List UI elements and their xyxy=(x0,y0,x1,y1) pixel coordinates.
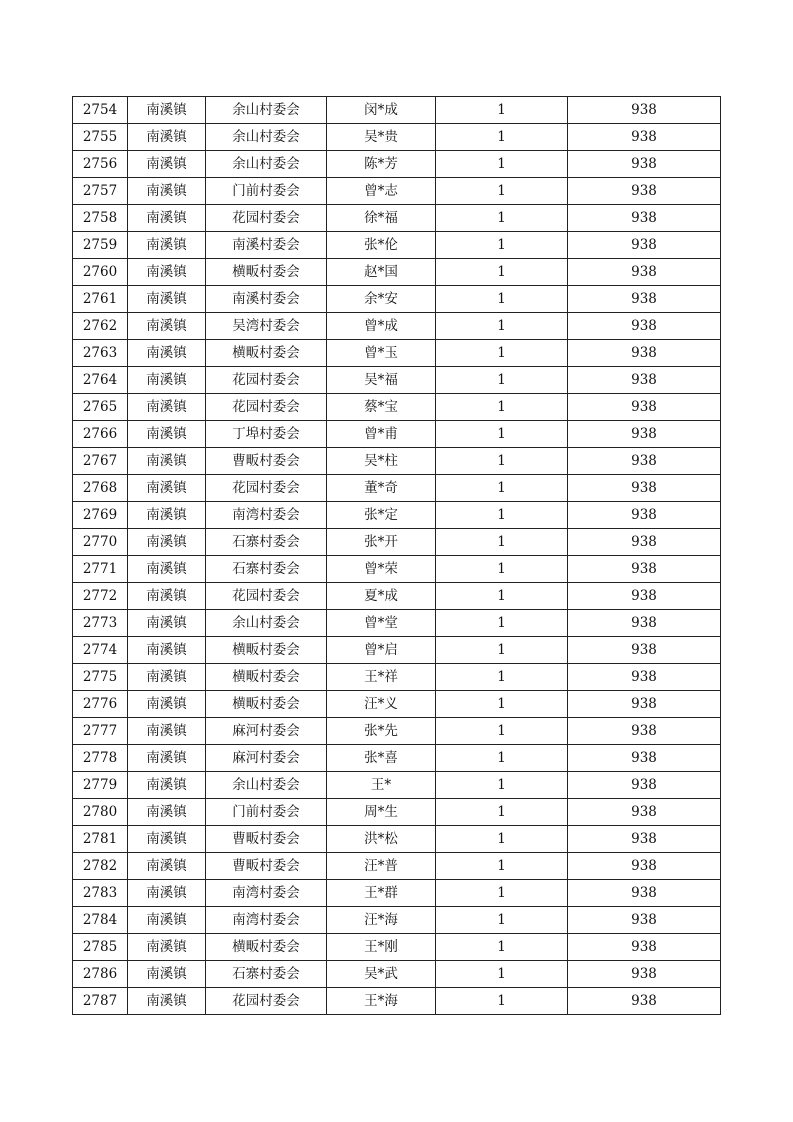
serial-number-cell: 2759 xyxy=(73,232,128,259)
count-cell: 1 xyxy=(436,556,568,583)
amount-cell: 938 xyxy=(568,610,721,637)
table-row xyxy=(73,907,721,934)
town-cell: 南溪镇 xyxy=(128,313,206,340)
count-cell: 1 xyxy=(436,367,568,394)
table-row xyxy=(73,718,721,745)
table-row xyxy=(73,151,721,178)
count-cell: 1 xyxy=(436,205,568,232)
table-row xyxy=(73,826,721,853)
amount-cell: 938 xyxy=(568,367,721,394)
person-name-cell: 汪*义 xyxy=(327,691,436,718)
amount-cell: 938 xyxy=(568,961,721,988)
serial-number-cell: 2755 xyxy=(73,124,128,151)
serial-number-cell: 2774 xyxy=(73,637,128,664)
amount-cell: 938 xyxy=(568,124,721,151)
person-name-cell: 曾*成 xyxy=(327,313,436,340)
person-name-cell: 余*安 xyxy=(327,286,436,313)
village-committee-cell: 丁埠村委会 xyxy=(206,421,327,448)
serial-number-cell: 2761 xyxy=(73,286,128,313)
count-cell: 1 xyxy=(436,718,568,745)
village-committee-cell: 南湾村委会 xyxy=(206,502,327,529)
village-committee-cell: 花园村委会 xyxy=(206,583,327,610)
table-row xyxy=(73,394,721,421)
amount-cell: 938 xyxy=(568,394,721,421)
serial-number-cell: 2760 xyxy=(73,259,128,286)
person-name-cell: 王*群 xyxy=(327,880,436,907)
village-committee-cell: 花园村委会 xyxy=(206,394,327,421)
person-name-cell: 陈*芳 xyxy=(327,151,436,178)
table-row xyxy=(73,799,721,826)
count-cell: 1 xyxy=(436,529,568,556)
village-committee-cell: 余山村委会 xyxy=(206,610,327,637)
village-committee-cell: 横畈村委会 xyxy=(206,637,327,664)
serial-number-cell: 2776 xyxy=(73,691,128,718)
count-cell: 1 xyxy=(436,988,568,1015)
amount-cell: 938 xyxy=(568,664,721,691)
town-cell: 南溪镇 xyxy=(128,880,206,907)
amount-cell: 938 xyxy=(568,556,721,583)
table-row xyxy=(73,637,721,664)
count-cell: 1 xyxy=(436,799,568,826)
village-committee-cell: 横畈村委会 xyxy=(206,934,327,961)
person-name-cell: 吴*柱 xyxy=(327,448,436,475)
serial-number-cell: 2762 xyxy=(73,313,128,340)
person-name-cell: 吴*武 xyxy=(327,961,436,988)
person-name-cell: 曾*甫 xyxy=(327,421,436,448)
village-committee-cell: 余山村委会 xyxy=(206,151,327,178)
serial-number-cell: 2757 xyxy=(73,178,128,205)
serial-number-cell: 2777 xyxy=(73,718,128,745)
amount-cell: 938 xyxy=(568,745,721,772)
table-row xyxy=(73,124,721,151)
village-committee-cell: 花园村委会 xyxy=(206,367,327,394)
table-row xyxy=(73,772,721,799)
town-cell: 南溪镇 xyxy=(128,97,206,124)
count-cell: 1 xyxy=(436,286,568,313)
person-name-cell: 曾*志 xyxy=(327,178,436,205)
village-committee-cell: 余山村委会 xyxy=(206,124,327,151)
table-row xyxy=(73,583,721,610)
village-committee-cell: 门前村委会 xyxy=(206,799,327,826)
table-row xyxy=(73,367,721,394)
serial-number-cell: 2773 xyxy=(73,610,128,637)
count-cell: 1 xyxy=(436,340,568,367)
serial-number-cell: 2772 xyxy=(73,583,128,610)
amount-cell: 938 xyxy=(568,475,721,502)
amount-cell: 938 xyxy=(568,205,721,232)
amount-cell: 938 xyxy=(568,907,721,934)
town-cell: 南溪镇 xyxy=(128,475,206,502)
town-cell: 南溪镇 xyxy=(128,502,206,529)
table-row xyxy=(73,961,721,988)
amount-cell: 938 xyxy=(568,259,721,286)
table-row xyxy=(73,232,721,259)
serial-number-cell: 2787 xyxy=(73,988,128,1015)
town-cell: 南溪镇 xyxy=(128,772,206,799)
serial-number-cell: 2779 xyxy=(73,772,128,799)
person-name-cell: 张*伦 xyxy=(327,232,436,259)
amount-cell: 938 xyxy=(568,988,721,1015)
town-cell: 南溪镇 xyxy=(128,961,206,988)
table-row xyxy=(73,313,721,340)
town-cell: 南溪镇 xyxy=(128,151,206,178)
count-cell: 1 xyxy=(436,745,568,772)
serial-number-cell: 2769 xyxy=(73,502,128,529)
village-committee-cell: 横畈村委会 xyxy=(206,664,327,691)
amount-cell: 938 xyxy=(568,691,721,718)
serial-number-cell: 2764 xyxy=(73,367,128,394)
amount-cell: 938 xyxy=(568,637,721,664)
table-row xyxy=(73,691,721,718)
serial-number-cell: 2771 xyxy=(73,556,128,583)
town-cell: 南溪镇 xyxy=(128,556,206,583)
table-row xyxy=(73,529,721,556)
town-cell: 南溪镇 xyxy=(128,340,206,367)
village-committee-cell: 石寨村委会 xyxy=(206,961,327,988)
count-cell: 1 xyxy=(436,124,568,151)
serial-number-cell: 2786 xyxy=(73,961,128,988)
table-row xyxy=(73,502,721,529)
amount-cell: 938 xyxy=(568,826,721,853)
person-name-cell: 曾*荣 xyxy=(327,556,436,583)
count-cell: 1 xyxy=(436,691,568,718)
town-cell: 南溪镇 xyxy=(128,637,206,664)
serial-number-cell: 2765 xyxy=(73,394,128,421)
town-cell: 南溪镇 xyxy=(128,205,206,232)
town-cell: 南溪镇 xyxy=(128,124,206,151)
count-cell: 1 xyxy=(436,421,568,448)
person-name-cell: 张*定 xyxy=(327,502,436,529)
town-cell: 南溪镇 xyxy=(128,583,206,610)
person-name-cell: 洪*松 xyxy=(327,826,436,853)
person-name-cell: 张*喜 xyxy=(327,745,436,772)
serial-number-cell: 2756 xyxy=(73,151,128,178)
count-cell: 1 xyxy=(436,826,568,853)
table-row xyxy=(73,880,721,907)
village-committee-cell: 横畈村委会 xyxy=(206,340,327,367)
count-cell: 1 xyxy=(436,583,568,610)
person-name-cell: 汪*海 xyxy=(327,907,436,934)
town-cell: 南溪镇 xyxy=(128,691,206,718)
person-name-cell: 曾*玉 xyxy=(327,340,436,367)
table-row xyxy=(73,421,721,448)
count-cell: 1 xyxy=(436,313,568,340)
person-name-cell: 张*先 xyxy=(327,718,436,745)
village-committee-cell: 南溪村委会 xyxy=(206,286,327,313)
amount-cell: 938 xyxy=(568,421,721,448)
amount-cell: 938 xyxy=(568,178,721,205)
village-committee-cell: 南湾村委会 xyxy=(206,880,327,907)
village-committee-cell: 麻河村委会 xyxy=(206,745,327,772)
town-cell: 南溪镇 xyxy=(128,934,206,961)
village-committee-cell: 南溪村委会 xyxy=(206,232,327,259)
village-committee-cell: 曹畈村委会 xyxy=(206,853,327,880)
person-name-cell: 吴*贵 xyxy=(327,124,436,151)
serial-number-cell: 2775 xyxy=(73,664,128,691)
town-cell: 南溪镇 xyxy=(128,718,206,745)
person-name-cell: 董*奇 xyxy=(327,475,436,502)
serial-number-cell: 2758 xyxy=(73,205,128,232)
town-cell: 南溪镇 xyxy=(128,178,206,205)
table-row xyxy=(73,178,721,205)
person-name-cell: 赵*国 xyxy=(327,259,436,286)
amount-cell: 938 xyxy=(568,232,721,259)
serial-number-cell: 2782 xyxy=(73,853,128,880)
table-row xyxy=(73,475,721,502)
person-name-cell: 曾*启 xyxy=(327,637,436,664)
amount-cell: 938 xyxy=(568,934,721,961)
table-row xyxy=(73,448,721,475)
roster-table-body xyxy=(73,97,721,1015)
serial-number-cell: 2781 xyxy=(73,826,128,853)
town-cell: 南溪镇 xyxy=(128,745,206,772)
amount-cell: 938 xyxy=(568,880,721,907)
amount-cell: 938 xyxy=(568,502,721,529)
person-name-cell: 王*刚 xyxy=(327,934,436,961)
person-name-cell: 闵*成 xyxy=(327,97,436,124)
serial-number-cell: 2783 xyxy=(73,880,128,907)
village-committee-cell: 花园村委会 xyxy=(206,988,327,1015)
table-row xyxy=(73,745,721,772)
count-cell: 1 xyxy=(436,934,568,961)
amount-cell: 938 xyxy=(568,853,721,880)
table-row xyxy=(73,97,721,124)
amount-cell: 938 xyxy=(568,286,721,313)
village-committee-cell: 石寨村委会 xyxy=(206,556,327,583)
village-committee-cell: 曹畈村委会 xyxy=(206,448,327,475)
count-cell: 1 xyxy=(436,232,568,259)
count-cell: 1 xyxy=(436,97,568,124)
person-name-cell: 张*开 xyxy=(327,529,436,556)
town-cell: 南溪镇 xyxy=(128,988,206,1015)
town-cell: 南溪镇 xyxy=(128,826,206,853)
count-cell: 1 xyxy=(436,907,568,934)
count-cell: 1 xyxy=(436,259,568,286)
table-row xyxy=(73,988,721,1015)
count-cell: 1 xyxy=(436,610,568,637)
village-committee-cell: 曹畈村委会 xyxy=(206,826,327,853)
village-committee-cell: 花园村委会 xyxy=(206,205,327,232)
serial-number-cell: 2780 xyxy=(73,799,128,826)
town-cell: 南溪镇 xyxy=(128,853,206,880)
village-committee-cell: 石寨村委会 xyxy=(206,529,327,556)
count-cell: 1 xyxy=(436,151,568,178)
amount-cell: 938 xyxy=(568,583,721,610)
town-cell: 南溪镇 xyxy=(128,286,206,313)
serial-number-cell: 2784 xyxy=(73,907,128,934)
town-cell: 南溪镇 xyxy=(128,232,206,259)
count-cell: 1 xyxy=(436,394,568,421)
serial-number-cell: 2778 xyxy=(73,745,128,772)
amount-cell: 938 xyxy=(568,151,721,178)
table-row xyxy=(73,664,721,691)
town-cell: 南溪镇 xyxy=(128,907,206,934)
table-row xyxy=(73,610,721,637)
amount-cell: 938 xyxy=(568,718,721,745)
count-cell: 1 xyxy=(436,853,568,880)
village-committee-cell: 南湾村委会 xyxy=(206,907,327,934)
person-name-cell: 徐*福 xyxy=(327,205,436,232)
serial-number-cell: 2754 xyxy=(73,97,128,124)
village-committee-cell: 横畈村委会 xyxy=(206,691,327,718)
table-row xyxy=(73,286,721,313)
count-cell: 1 xyxy=(436,664,568,691)
table-row xyxy=(73,340,721,367)
town-cell: 南溪镇 xyxy=(128,448,206,475)
person-name-cell: 王*海 xyxy=(327,988,436,1015)
table-row xyxy=(73,259,721,286)
village-committee-cell: 麻河村委会 xyxy=(206,718,327,745)
person-name-cell: 蔡*宝 xyxy=(327,394,436,421)
amount-cell: 938 xyxy=(568,97,721,124)
person-name-cell: 吴*福 xyxy=(327,367,436,394)
person-name-cell: 曾*堂 xyxy=(327,610,436,637)
count-cell: 1 xyxy=(436,475,568,502)
village-committee-cell: 吴湾村委会 xyxy=(206,313,327,340)
serial-number-cell: 2785 xyxy=(73,934,128,961)
village-committee-cell: 余山村委会 xyxy=(206,772,327,799)
town-cell: 南溪镇 xyxy=(128,394,206,421)
amount-cell: 938 xyxy=(568,799,721,826)
serial-number-cell: 2767 xyxy=(73,448,128,475)
town-cell: 南溪镇 xyxy=(128,421,206,448)
town-cell: 南溪镇 xyxy=(128,610,206,637)
amount-cell: 938 xyxy=(568,340,721,367)
count-cell: 1 xyxy=(436,772,568,799)
count-cell: 1 xyxy=(436,637,568,664)
serial-number-cell: 2768 xyxy=(73,475,128,502)
town-cell: 南溪镇 xyxy=(128,529,206,556)
village-committee-cell: 门前村委会 xyxy=(206,178,327,205)
table-row xyxy=(73,556,721,583)
roster-table xyxy=(72,96,721,1015)
village-committee-cell: 余山村委会 xyxy=(206,97,327,124)
village-committee-cell: 横畈村委会 xyxy=(206,259,327,286)
amount-cell: 938 xyxy=(568,529,721,556)
person-name-cell: 周*生 xyxy=(327,799,436,826)
person-name-cell: 王*祥 xyxy=(327,664,436,691)
person-name-cell: 夏*成 xyxy=(327,583,436,610)
serial-number-cell: 2770 xyxy=(73,529,128,556)
town-cell: 南溪镇 xyxy=(128,367,206,394)
person-name-cell: 汪*普 xyxy=(327,853,436,880)
serial-number-cell: 2763 xyxy=(73,340,128,367)
town-cell: 南溪镇 xyxy=(128,259,206,286)
serial-number-cell: 2766 xyxy=(73,421,128,448)
count-cell: 1 xyxy=(436,880,568,907)
count-cell: 1 xyxy=(436,502,568,529)
amount-cell: 938 xyxy=(568,313,721,340)
count-cell: 1 xyxy=(436,961,568,988)
village-committee-cell: 花园村委会 xyxy=(206,475,327,502)
count-cell: 1 xyxy=(436,448,568,475)
table-row xyxy=(73,205,721,232)
count-cell: 1 xyxy=(436,178,568,205)
town-cell: 南溪镇 xyxy=(128,664,206,691)
amount-cell: 938 xyxy=(568,448,721,475)
amount-cell: 938 xyxy=(568,772,721,799)
town-cell: 南溪镇 xyxy=(128,799,206,826)
person-name-cell: 王* xyxy=(327,772,436,799)
table-row xyxy=(73,934,721,961)
table-row xyxy=(73,853,721,880)
